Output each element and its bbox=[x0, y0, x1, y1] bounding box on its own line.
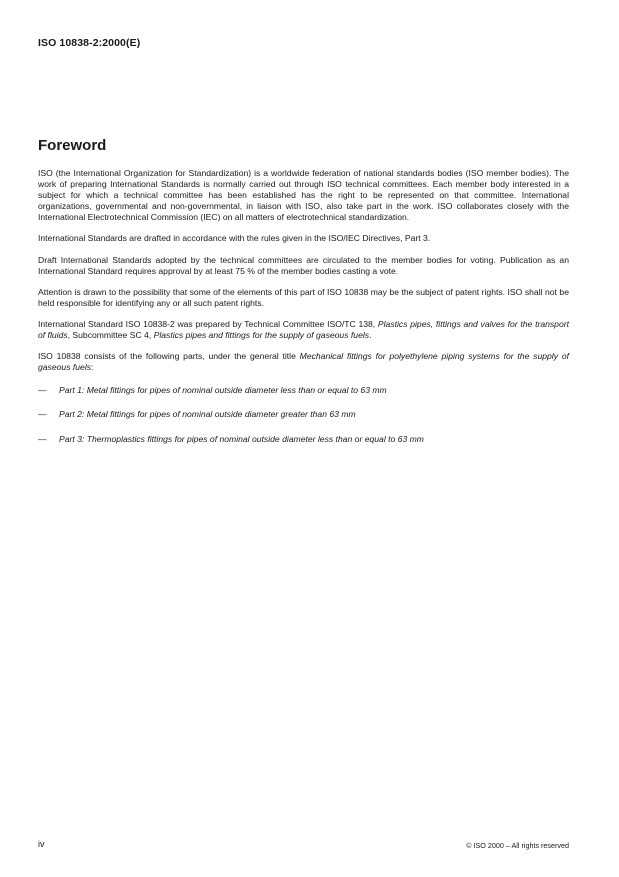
dash-bullet: — bbox=[38, 409, 47, 420]
parts-list-item bbox=[38, 385, 569, 396]
text-run: International Standard ISO 10838-2 was prepared by Technical Committee ISO/TC 138, bbox=[38, 318, 378, 329]
paragraph-committee bbox=[38, 319, 569, 341]
dash-bullet: — bbox=[38, 385, 47, 396]
parts-list-item bbox=[38, 434, 569, 445]
text-run: . bbox=[369, 330, 372, 341]
text-run: : bbox=[91, 362, 94, 373]
paragraph-directives: International Standards are drafted in accordance with the rules given in the ISO/IEC Directives, Part 3. bbox=[38, 233, 431, 244]
italic-run: Mechanical fittings for polyethylene piping systems for the supply of gaseous fuels bbox=[38, 351, 569, 373]
italic-run: Plastics pipes, fittings and valves for the transport of fluids bbox=[38, 318, 569, 341]
parts-list-item bbox=[38, 409, 569, 420]
dash-bullet: — bbox=[38, 433, 47, 444]
paragraph-parts-intro bbox=[38, 351, 569, 373]
text-run: , Subcommittee SC 4, bbox=[67, 330, 154, 341]
paragraph-voting: Draft International Standards adopted by the technical committees are circulated to the member bodies for voting. Publication as an International Standard requires approval by at least 75 % of the member bodies casting a vote. bbox=[38, 254, 569, 276]
part-title: Part 1: Metal fittings for pipes of nominal outside diameter less than or equal to 63 mm bbox=[59, 385, 387, 396]
italic-run: Plastics pipes and fittings for the supply of gaseous fuels bbox=[153, 330, 370, 341]
paragraph-patent: Attention is drawn to the possibility that some of the elements of this part of ISO 10838 may be the subject of patent rights. ISO shall not be held responsible for identifying any or all such patent rights. bbox=[38, 286, 569, 308]
page-number: iv bbox=[38, 839, 45, 849]
text-run: ISO 10838 consists of the following parts, under the general title bbox=[38, 351, 300, 362]
document-id-header: ISO 10838-2:2000(E) bbox=[38, 37, 141, 49]
paragraph-iso-intro: ISO (the International Organization for Standardization) is a worldwide federation of national standards bodies (ISO member bodies). The work of preparing International Standards is normally carried out through ISO technical committees. Each member body interested in a subject for which a technical committee has been established has the right to be represented on that committee. International organizations, governmental and non-governmental, in liaison with ISO, also take part in the work. ISO collaborates closely with the International Electrotechnical Commission (IEC) on all matters of electrotechnical standardization. bbox=[38, 168, 569, 223]
part-title: Part 3: Thermoplastics fittings for pipes of nominal outside diameter less than or equal to 63 mm bbox=[59, 433, 424, 444]
copyright-notice: © ISO 2000 – All rights reserved bbox=[466, 841, 569, 850]
part-title: Part 2: Metal fittings for pipes of nominal outside diameter greater than 63 mm bbox=[59, 409, 356, 420]
foreword-body bbox=[38, 168, 569, 458]
section-title: Foreword bbox=[38, 137, 107, 154]
